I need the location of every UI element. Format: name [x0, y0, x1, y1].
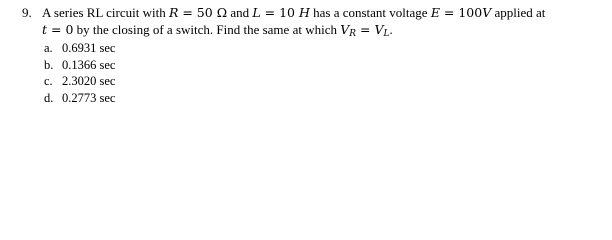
math-symbol: V [374, 21, 384, 37]
option-letter: c. [44, 74, 53, 88]
stem-line-2 [42, 22, 608, 39]
answer-option-a[interactable] [44, 40, 344, 57]
math-expression [252, 5, 310, 20]
math-symbol: L [252, 5, 261, 20]
math-expression [42, 22, 73, 37]
stem-line-1 [42, 5, 608, 22]
math-value: = 10 [260, 5, 299, 20]
answer-option-b[interactable] [44, 57, 344, 74]
math-symbol: V [482, 5, 492, 20]
math-symbol: R [168, 5, 179, 20]
stem-text: . [389, 21, 393, 37]
stem-text: and [227, 5, 253, 20]
option-letter: b. [44, 57, 54, 72]
option-text: 0.2773 sec [62, 90, 116, 105]
math-subscript: R [349, 28, 357, 39]
math-value: = 50 Ω [178, 5, 228, 20]
answer-options [44, 40, 344, 106]
math-symbol: V [340, 21, 350, 37]
math-subscript: L [383, 28, 390, 39]
option-text: 2.3020 sec [62, 74, 116, 88]
math-value: = 100 [439, 5, 483, 20]
math-symbol: E [430, 5, 440, 20]
stem-text: A series RL circuit with [42, 5, 169, 20]
option-letter: a. [44, 41, 53, 55]
answer-option-d[interactable] [44, 90, 344, 107]
math-expression [431, 5, 491, 20]
option-text: 0.1366 sec [62, 57, 116, 72]
math-value: = 0 [47, 21, 74, 37]
math-operator: = [356, 21, 375, 37]
question-stem [42, 5, 608, 38]
stem-text: applied at [491, 5, 546, 20]
math-symbol: t [42, 21, 48, 37]
math-expression [169, 5, 227, 20]
math-symbol: H [298, 5, 310, 20]
option-text: 0.6931 sec [62, 41, 116, 55]
question-number: 9. [22, 5, 32, 20]
math-expression [340, 22, 389, 37]
stem-text: has a constant voltage [309, 5, 431, 20]
stem-text: by the closing of a switch. Find the same at which [73, 21, 341, 37]
option-letter: d. [44, 90, 54, 105]
answer-option-c[interactable] [44, 73, 344, 90]
